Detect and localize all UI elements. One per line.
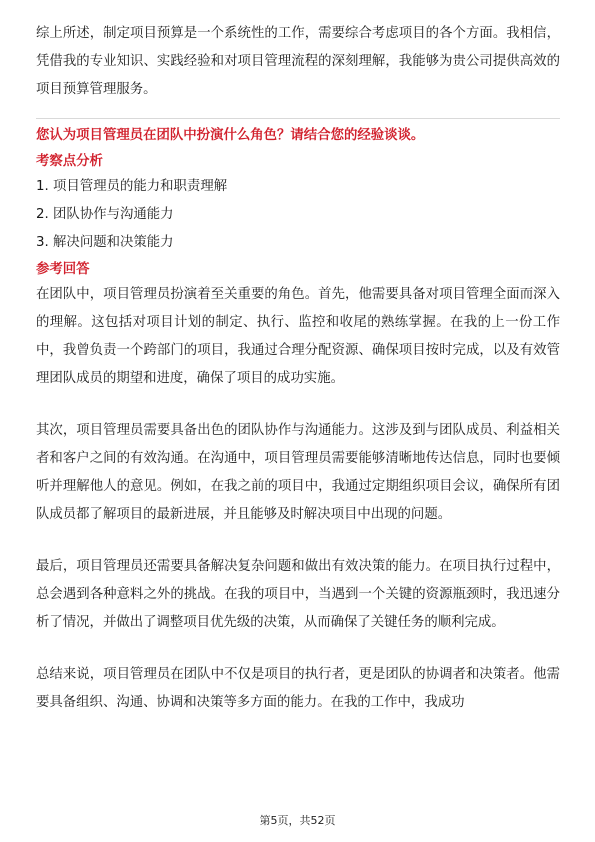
paragraph-gap [36,637,560,661]
answer-heading: 参考回答 [36,262,90,277]
analysis-heading: 考察点分析 [36,154,103,169]
analysis-item: 2. 团队协作与沟通能力 [36,207,174,222]
answer-paragraph: 总结来说，项目管理员在团队中不仅是项目的执行者，更是团队的协调者和决策者。他需要具备组织、沟通、协调和决策等多方面的能力。在我的工作中，我成功 [36,667,560,710]
page-content [36,20,560,717]
paragraph-gap [36,393,560,417]
section-divider [36,118,560,119]
intro-paragraph: 综上所述，制定项目预算是一个系统性的工作，需要综合考虑项目的各个方面。我相信，凭借我的专业知识、实践经验和对项目管理流程的深刻理解，我能够为贵公司提供高效的项目预算管理服务。 [36,26,560,97]
question-heading: 您认为项目管理员在团队中扮演什么角色？请结合您的经验谈谈。 [36,128,425,143]
answer-paragraph: 其次，项目管理员需要具备出色的团队协作与沟通能力。这涉及到与团队成员、利益相关者和客户之间的有效沟通。在沟通中，项目管理员需要能够清晰地传达信息，同时也要倾听并理解他人的意见。例如，在我之前的项目中，我通过定期组织项目会议，确保所有团队成员都了解项目的最新进展，并且能够及时解决项目中出现的问题。 [36,423,560,522]
analysis-item: 3. 解决问题和决策能力 [36,235,174,250]
analysis-item: 1. 项目管理员的能力和职责理解 [36,179,228,194]
answer-paragraph: 在团队中，项目管理员扮演着至关重要的角色。首先，他需要具备对项目管理全面而深入的理解。这包括对项目计划的制定、执行、监控和收尾的熟练掌握。在我的上一份工作中，我曾负责一个跨部门的项目，我通过合理分配资源、确保项目按时完成，以及有效管理团队成员的期望和进度，确保了项目的成功实施。 [36,287,560,386]
page-number: 第5页，共52页 [259,814,336,827]
answer-paragraph: 最后，项目管理员还需要具备解决复杂问题和做出有效决策的能力。在项目执行过程中，总会遇到各种意料之外的挑战。在我的项目中，当遇到一个关键的资源瓶颈时，我迅速分析了情况，并做出了调整项目优先级的决策，从而确保了关键任务的顺利完成。 [36,559,560,630]
paragraph-gap [36,529,560,553]
